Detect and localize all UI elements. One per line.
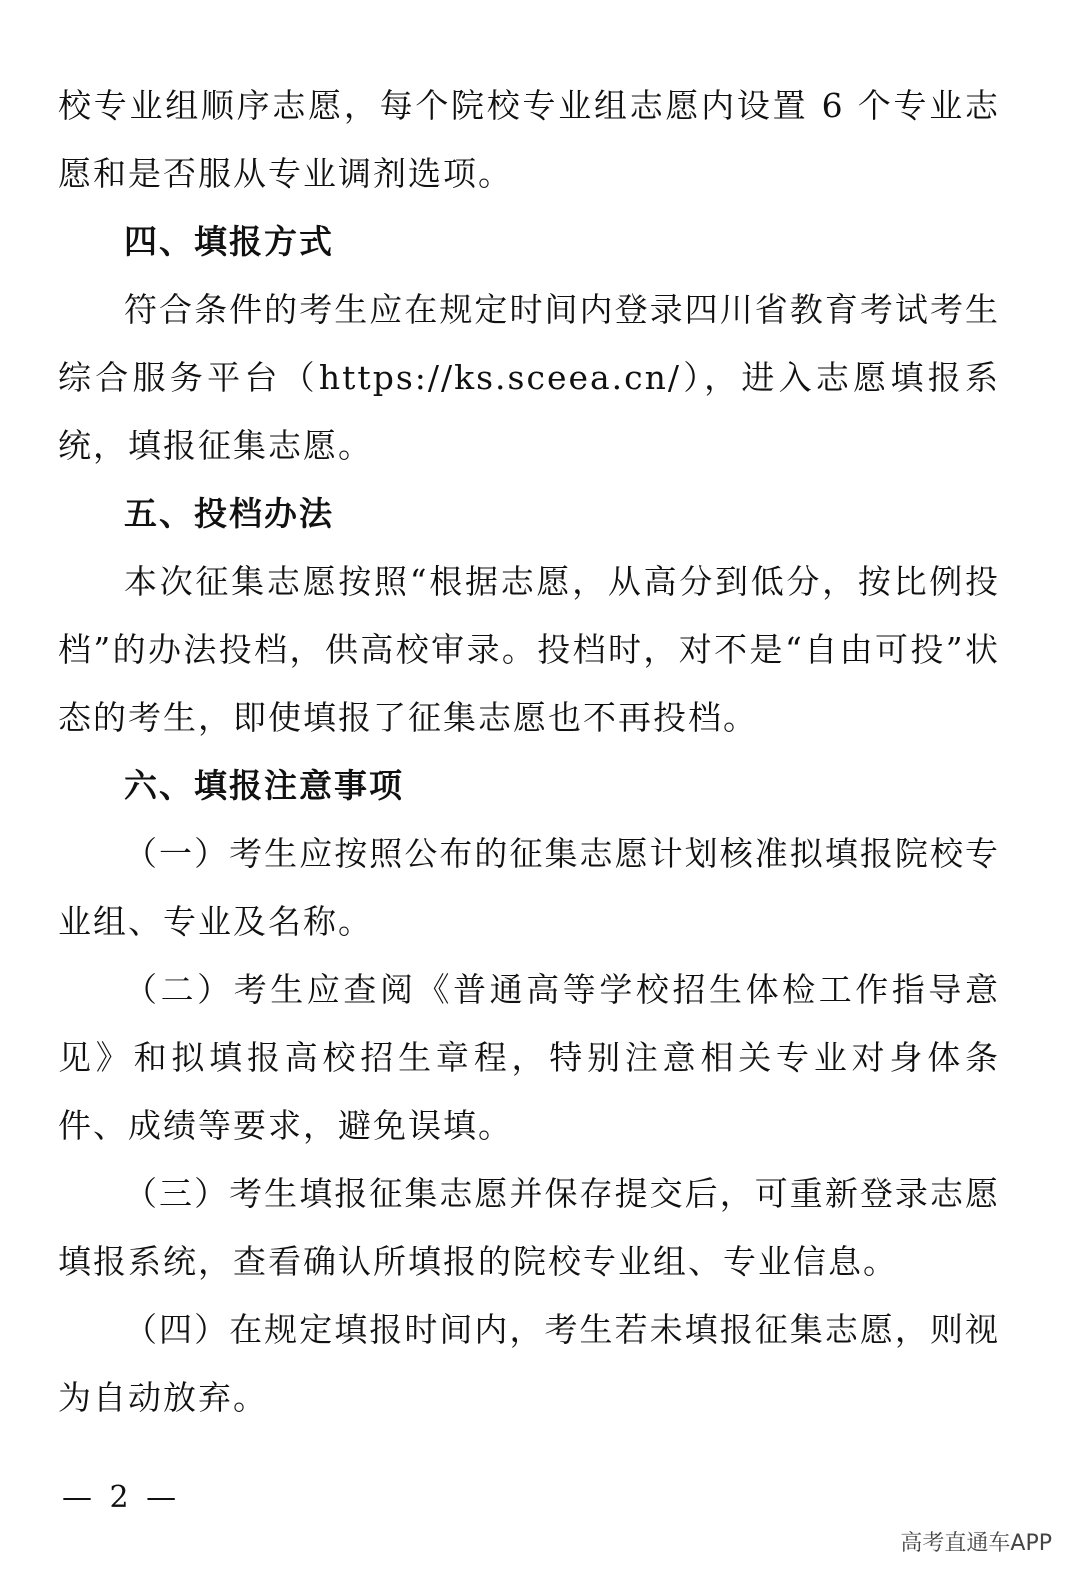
page-number: — 2 —	[62, 1480, 181, 1515]
section-heading-filing-notes: 六、填报注意事项	[124, 766, 404, 805]
paragraph-note-3: （三）考生填报征集志愿并保存提交后，可重新登录志愿填报系统，查看确认所填报的院校专业组、专业信息。	[58, 1174, 1000, 1281]
app-watermark: 高考直通车APP	[900, 1531, 1052, 1556]
paragraph-filing-method: 符合条件的考生应在规定时间内登录四川省教育考试考生综合服务平台（https://ks.sceea.cn/），进入志愿填报系统，填报征集志愿。	[58, 290, 1000, 465]
section-heading-filing-method: 四、填报方式	[124, 222, 334, 261]
section-heading-submission-method: 五、投档办法	[124, 494, 334, 533]
paragraph-submission-method: 本次征集志愿按照“根据志愿，从高分到低分，按比例投档”的办法投档，供高校审录。投档时，对不是“自由可投”状态的考生，即使填报了征集志愿也不再投档。	[58, 562, 1000, 737]
paragraph-note-4: （四）在规定填报时间内，考生若未填报征集志愿，则视为自动放弃。	[58, 1310, 1000, 1417]
paragraph-note-2: （二）考生应查阅《普通高等学校招生体检工作指导意见》和拟填报高校招生章程，特别注意相关专业对身体条件、成绩等要求，避免误填。	[58, 970, 1000, 1145]
document-body	[58, 72, 1000, 1432]
paragraph-note-1: （一）考生应按照公布的征集志愿计划核准拟填报院校专业组、专业及名称。	[58, 834, 1000, 941]
paragraph-continuation: 校专业组顺序志愿，每个院校专业组志愿内设置 6 个专业志愿和是否服从专业调剂选项。	[58, 86, 1000, 193]
